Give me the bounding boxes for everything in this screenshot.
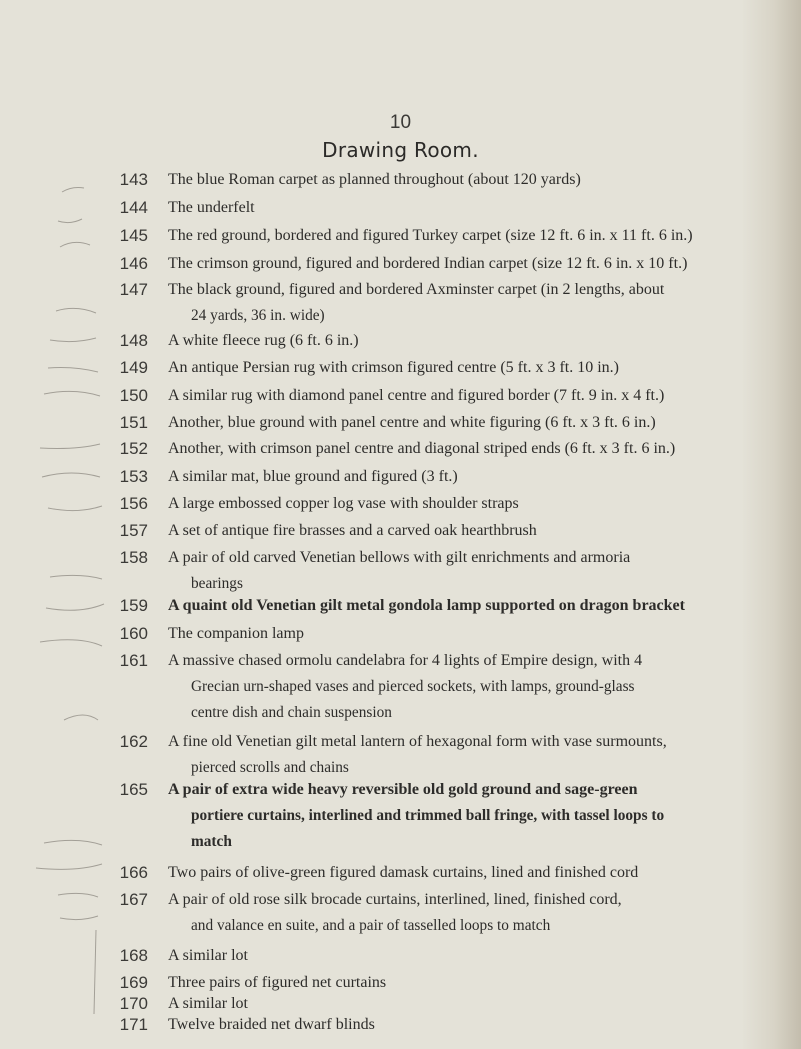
description-line: A set of antique fire brasses and a carved oak hearthbrush bbox=[168, 522, 537, 539]
lot-number: 153 bbox=[119, 467, 148, 486]
lot-number: 171 bbox=[119, 1015, 148, 1034]
lot-number: 145 bbox=[119, 226, 148, 245]
lot-description bbox=[168, 595, 738, 616]
page-number: 10 bbox=[389, 112, 412, 133]
lot-number: 168 bbox=[119, 946, 148, 965]
description-line: Another, with crimson panel centre and diagonal striped ends (6 ft. x 3 ft. 6 in.) bbox=[168, 440, 676, 457]
lot-description bbox=[168, 438, 738, 459]
lot-number: 156 bbox=[119, 494, 148, 513]
description-line: centre dish and chain suspension bbox=[190, 704, 392, 721]
lot-description bbox=[168, 197, 738, 218]
lot-number: 166 bbox=[119, 863, 148, 882]
description-line: A quaint old Venetian gilt metal gondola lamp supported on dragon bracket bbox=[168, 597, 685, 614]
lot-description bbox=[168, 1014, 738, 1035]
description-line: A massive chased ormolu candelabra for 4 lights of Empire design, with 4 bbox=[168, 652, 643, 669]
description-line: The red ground, bordered and figured Turkey carpet (size 12 ft. 6 in. x 11 ft. 6 in.) bbox=[168, 227, 693, 244]
description-line: A pair of old carved Venetian bellows with gilt enrichments and armoria bbox=[168, 549, 631, 566]
description-line: Grecian urn-shaped vases and pierced sockets, with lamps, ground-glass bbox=[190, 678, 635, 695]
lot-description bbox=[168, 520, 738, 541]
lot-number: 143 bbox=[119, 170, 148, 189]
description-line: A similar mat, blue ground and figured (3 ft.) bbox=[168, 468, 458, 485]
description-line: portiere curtains, interlined and trimmed ball fringe, with tassel loops to bbox=[190, 807, 665, 824]
description-line: A similar rug with diamond panel centre and figured border (7 ft. 9 in. x 4 ft.) bbox=[168, 387, 665, 404]
description-line: Another, blue ground with panel centre and white figuring (6 ft. x 3 ft. 6 in.) bbox=[168, 414, 656, 431]
lot-description bbox=[168, 385, 738, 406]
description-line: A similar lot bbox=[168, 947, 248, 964]
lot-number: 151 bbox=[119, 413, 148, 432]
description-line: match bbox=[190, 833, 232, 850]
description-line: The black ground, figured and bordered Axminster carpet (in 2 lengths, about bbox=[168, 281, 665, 298]
lot-description bbox=[168, 547, 738, 594]
section-title: Drawing Room. bbox=[322, 138, 479, 162]
lot-number: 158 bbox=[119, 548, 148, 567]
description-line: bearings bbox=[190, 575, 243, 592]
lot-description bbox=[168, 972, 738, 993]
description-line: A white fleece rug (6 ft. 6 in.) bbox=[168, 332, 359, 349]
lot-number: 149 bbox=[119, 358, 148, 377]
lot-number: 167 bbox=[119, 890, 148, 909]
description-line: The crimson ground, figured and bordered Indian carpet (size 12 ft. 6 in. x 10 ft.) bbox=[168, 255, 688, 272]
lot-number: 159 bbox=[119, 596, 148, 615]
description-line: 24 yards, 36 in. wide) bbox=[190, 307, 325, 324]
description-line: The blue Roman carpet as planned throughout (about 120 yards) bbox=[168, 171, 581, 188]
lot-description bbox=[168, 169, 738, 190]
lot-description bbox=[168, 330, 738, 351]
lot-number: 147 bbox=[119, 280, 148, 299]
lot-description bbox=[168, 225, 738, 246]
lot-description bbox=[168, 493, 738, 514]
lot-number: 157 bbox=[119, 521, 148, 540]
lot-description bbox=[168, 862, 738, 883]
description-line: Three pairs of figured net curtains bbox=[168, 974, 387, 991]
lot-description bbox=[168, 731, 738, 778]
lot-number: 170 bbox=[119, 994, 148, 1013]
description-line: A large embossed copper log vase with shoulder straps bbox=[168, 495, 519, 512]
lot-description bbox=[168, 466, 738, 487]
description-line: and valance en suite, and a pair of tasselled loops to match bbox=[190, 917, 551, 934]
lot-number: 162 bbox=[119, 732, 148, 751]
lot-number: 160 bbox=[119, 624, 148, 643]
lot-number: 169 bbox=[119, 973, 148, 992]
lot-description bbox=[168, 279, 738, 326]
description-line: A pair of extra wide heavy reversible old gold ground and sage-green bbox=[168, 781, 638, 798]
description-line: A pair of old rose silk brocade curtains, interlined, lined, finished cord, bbox=[168, 891, 622, 908]
lot-number: 148 bbox=[119, 331, 148, 350]
description-line: Two pairs of olive-green figured damask curtains, lined and finished cord bbox=[168, 864, 639, 881]
lot-number: 144 bbox=[119, 198, 148, 217]
lot-description bbox=[168, 623, 738, 644]
description-line: The underfelt bbox=[168, 199, 255, 216]
description-line: An antique Persian rug with crimson figured centre (5 ft. x 3 ft. 10 in.) bbox=[168, 359, 619, 376]
lot-number: 146 bbox=[119, 254, 148, 273]
lot-description bbox=[168, 412, 738, 433]
lot-description bbox=[168, 253, 738, 274]
lot-number: 150 bbox=[119, 386, 148, 405]
lot-description bbox=[168, 357, 738, 378]
lot-description bbox=[168, 993, 738, 1014]
lot-number: 161 bbox=[119, 651, 148, 670]
lot-description bbox=[168, 889, 738, 936]
lot-number: 152 bbox=[119, 439, 148, 458]
lot-description bbox=[168, 945, 738, 966]
description-line: pierced scrolls and chains bbox=[190, 759, 349, 776]
lot-description bbox=[168, 650, 738, 723]
description-line: A similar lot bbox=[168, 995, 248, 1012]
description-line: Twelve braided net dwarf blinds bbox=[168, 1016, 375, 1033]
description-line: A fine old Venetian gilt metal lantern of hexagonal form with vase surmounts, bbox=[168, 733, 667, 750]
lot-number: 165 bbox=[119, 780, 148, 799]
lot-description bbox=[168, 779, 738, 852]
description-line: The companion lamp bbox=[168, 625, 304, 642]
